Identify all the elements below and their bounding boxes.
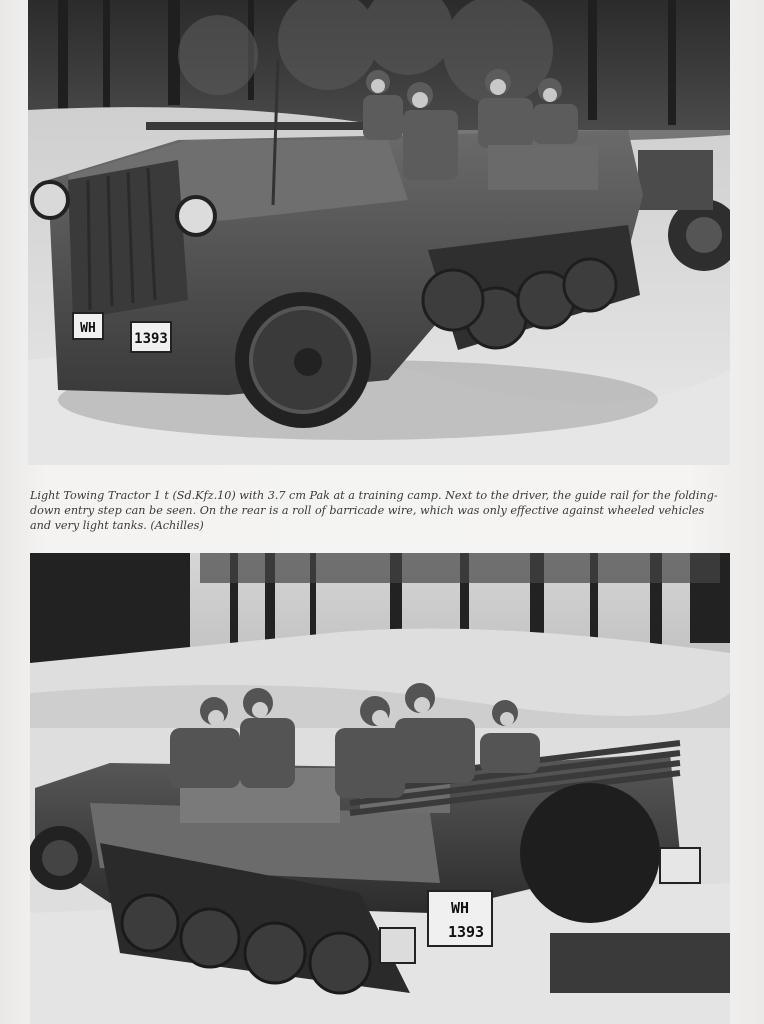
- plate-line1-text: WH: [450, 899, 470, 917]
- photo-caption: Light Towing Tractor 1 t (Sd.Kfz.10) with 3.7 cm Pak at a training camp. Next to the driver, the guide rail for the folding-down entry step can be seen. On the rear is a roll of barricade wire, which was only effective against wheeled vehicles and very light tanks. (Achilles): [30, 489, 718, 533]
- plate-left-text: WH: [80, 321, 96, 336]
- photo-halftrack-rear-view: [30, 553, 730, 1024]
- photo-halftrack-front-view: [28, 0, 730, 465]
- plate-line2-text: 1393: [447, 923, 485, 941]
- plate-right-text: 1393: [134, 331, 168, 347]
